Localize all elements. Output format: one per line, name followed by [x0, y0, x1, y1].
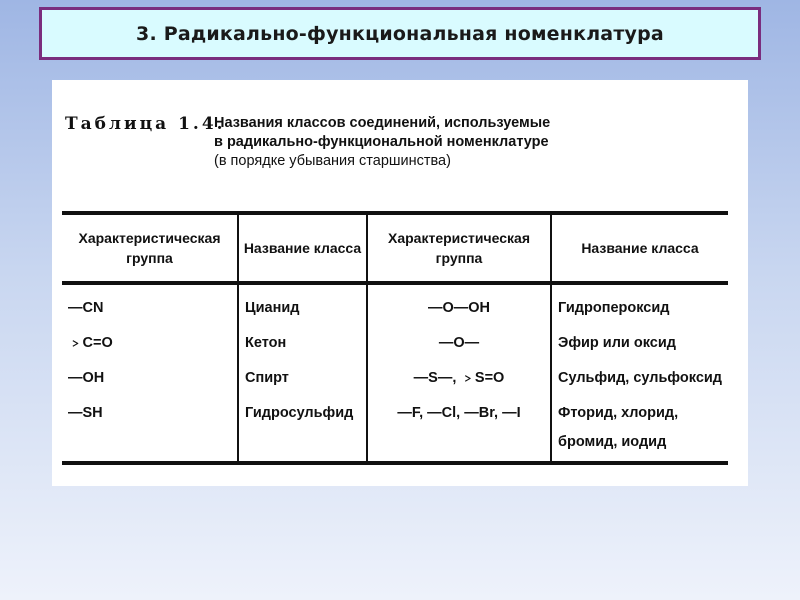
- header-class-name-1: Название класса: [238, 213, 367, 283]
- table-caption: [214, 114, 550, 171]
- table-caption-line-3: (в порядке убывания старшинства): [214, 153, 451, 169]
- group-hydroperoxy: —O—OH: [427, 300, 491, 316]
- left-classes-cell: [238, 283, 367, 463]
- class-halides-cont: бромид, иодид: [558, 434, 667, 450]
- left-groups-cell: [62, 283, 238, 463]
- table-caption-line-2: в радикально-функциональной номенклатуре: [214, 134, 549, 150]
- class-hydroperoxide: Гидропероксид: [558, 300, 670, 316]
- slide-title-box: [39, 7, 761, 60]
- class-halides: Фторид, хлорид,: [558, 405, 679, 421]
- group-ether: —O—: [438, 335, 480, 351]
- header-class-name-2: Название класса: [551, 213, 728, 283]
- class-ether-oxide: Эфир или оксид: [558, 335, 676, 351]
- table-header-row: [62, 213, 728, 283]
- class-ketone: Кетон: [245, 335, 287, 351]
- group-sh: —SH: [68, 405, 103, 421]
- table-row: [62, 283, 728, 463]
- class-alcohol: Спирт: [245, 370, 289, 386]
- class-hydrosulfide: Гидросульфид: [245, 405, 354, 421]
- header-char-group-2: Характеристическая группа: [367, 213, 551, 283]
- class-sulfide-sulfoxide: Сульфид, сульфоксид: [558, 370, 722, 386]
- class-cyanide: Цианид: [245, 300, 300, 316]
- group-carbonyl: ﹥C=O: [68, 335, 113, 351]
- group-halogens: —F, —Cl, —Br, —I: [397, 405, 521, 421]
- group-oh: —OH: [68, 370, 105, 386]
- scanned-table-image: [52, 80, 748, 486]
- right-groups-cell: [367, 283, 551, 463]
- nomenclature-table: [62, 211, 728, 465]
- right-classes-cell: [551, 283, 728, 463]
- group-sulfide: —S—, ﹥S=O: [413, 370, 505, 386]
- group-cn: —CN: [68, 300, 104, 316]
- table-caption-line-1: Названия классов соединений, используемые: [214, 115, 551, 131]
- slide-title: 3. Радикально-функциональная номенклатура: [136, 22, 664, 45]
- header-char-group-1: Характеристическая группа: [62, 213, 238, 283]
- table-caption-prefix: Таблица 1.4.: [65, 114, 226, 134]
